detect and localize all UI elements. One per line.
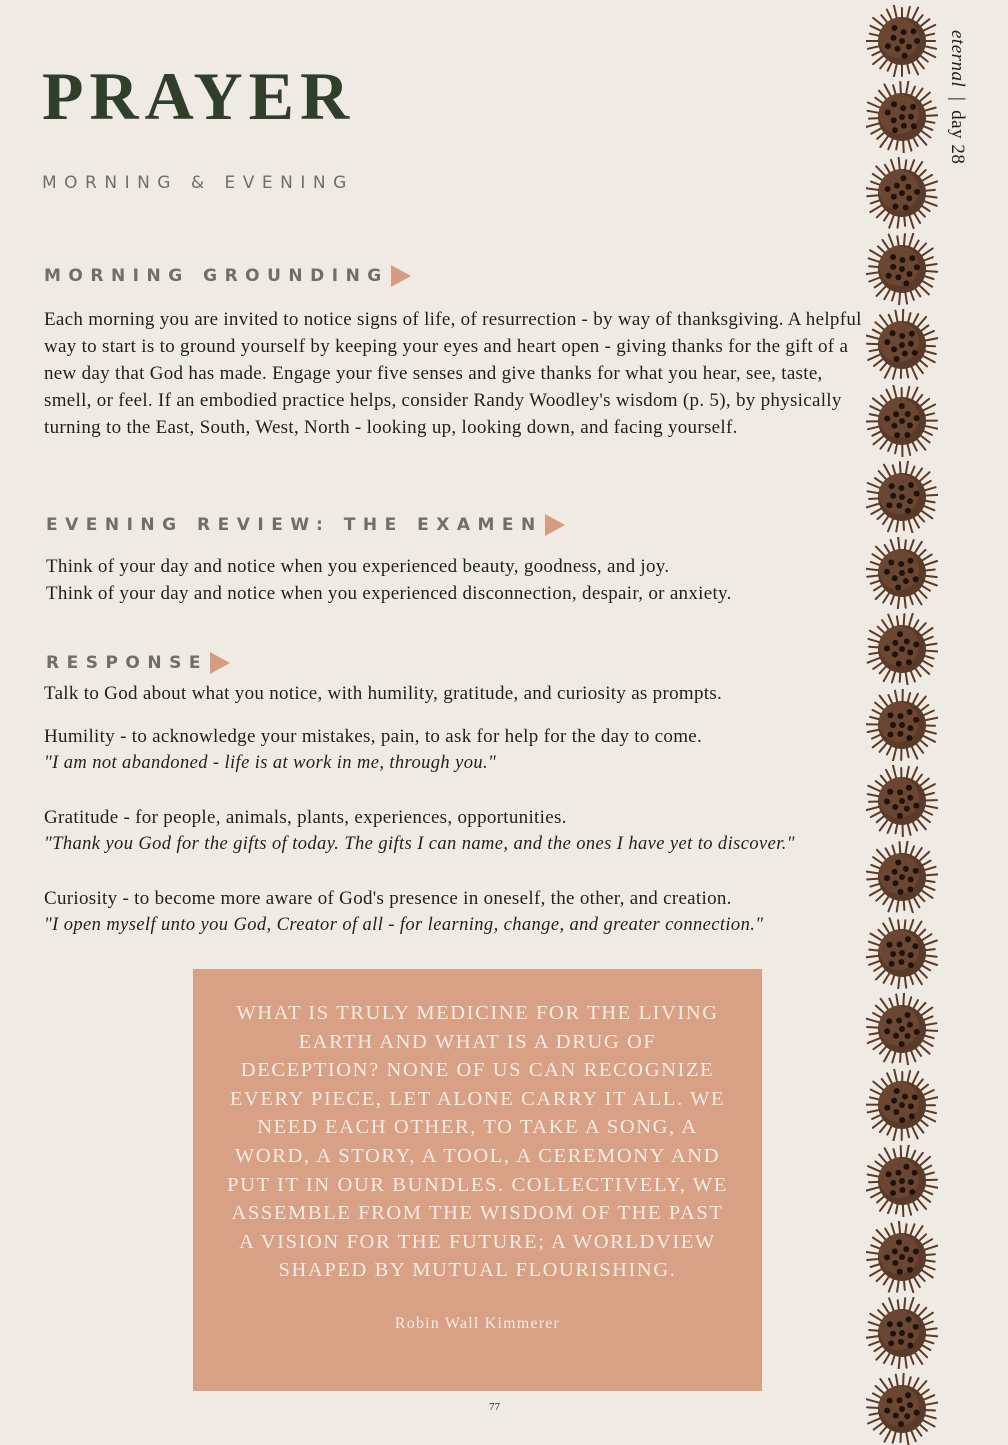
response-item-gratitude (44, 804, 864, 858)
morning-heading (44, 265, 411, 287)
triangle-arrow-icon (210, 652, 230, 674)
response-heading (46, 652, 230, 674)
response-heading-label: RESPONSE (46, 653, 208, 673)
side-label (946, 30, 968, 164)
sweetgum-seed-pod-icon (866, 917, 938, 989)
sweetgum-seed-pod-icon (866, 1297, 938, 1369)
morning-section (44, 306, 864, 441)
evening-heading (46, 514, 565, 536)
side-label-separator: | (947, 93, 968, 105)
response-item-text: Curiosity - to become more aware of God's presence in oneself, the other, and creation. (44, 885, 864, 912)
sweetgum-seed-pod-icon (866, 1221, 938, 1293)
seed-pod-border (866, 0, 938, 1440)
sweetgum-seed-pod-icon (866, 613, 938, 685)
response-item-text: Gratitude - for people, animals, plants, experiences, opportunities. (44, 804, 864, 831)
sweetgum-seed-pod-icon (866, 233, 938, 305)
sweetgum-seed-pod-icon (866, 309, 938, 381)
page-title: PRAYER (42, 62, 355, 130)
response-item-text: Humility - to acknowledge your mistakes, pain, to ask for help for the day to come. (44, 723, 864, 750)
sweetgum-seed-pod-icon (866, 689, 938, 761)
quote-author: Robin Wall Kimmerer (193, 1315, 762, 1333)
morning-text: Each morning you are invited to notice signs of life, of resurrection - by way of thanksgiving. A helpful way to start is to ground yourself by keeping your eyes and heart open - giving thanks for the gift of a new day that God has made. Engage your five senses and give thanks for what you hear, see, taste, smell, or feel. If an embodied practice helps, consider Randy Woodley's wisdom (p. 5), by physically turning to the East, South, West, North - looking up, looking down, and facing yourself. (44, 306, 864, 441)
response-item-quote: "I am not abandoned - life is at work in me, through you." (44, 750, 864, 777)
sweetgum-seed-pod-icon (866, 1145, 938, 1217)
side-label-series: eternal (947, 30, 968, 87)
sweetgum-seed-pod-icon (866, 157, 938, 229)
evening-line-1: Think of your day and notice when you experienced beauty, goodness, and joy. (46, 553, 866, 580)
response-item-quote: "Thank you God for the gifts of today. The gifts I can name, and the ones I have yet to discover." (44, 831, 864, 858)
morning-heading-label: MORNING GROUNDING (44, 266, 389, 286)
page-number: 77 (489, 1401, 500, 1413)
response-item-quote: "I open myself unto you God, Creator of all - for learning, change, and greater connection." (44, 912, 864, 939)
sweetgum-seed-pod-icon (866, 537, 938, 609)
page-subtitle: MORNING & EVENING (42, 173, 354, 193)
response-intro: Talk to God about what you notice, with humility, gratitude, and curiosity as prompts. (44, 680, 864, 707)
triangle-arrow-icon (391, 265, 411, 287)
quote-box (193, 969, 762, 1391)
side-label-day: day 28 (947, 110, 968, 164)
sweetgum-seed-pod-icon (866, 765, 938, 837)
sweetgum-seed-pod-icon (866, 1069, 938, 1141)
response-item-humility (44, 723, 864, 777)
response-section (44, 680, 864, 939)
evening-section (46, 553, 866, 607)
evening-line-2: Think of your day and notice when you experienced disconnection, despair, or anxiety. (46, 580, 866, 607)
sweetgum-seed-pod-icon (866, 385, 938, 457)
sweetgum-seed-pod-icon (866, 1373, 938, 1445)
triangle-arrow-icon (545, 514, 565, 536)
sweetgum-seed-pod-icon (866, 81, 938, 153)
sweetgum-seed-pod-icon (866, 461, 938, 533)
sweetgum-seed-pod-icon (866, 841, 938, 913)
sweetgum-seed-pod-icon (866, 993, 938, 1065)
evening-heading-label: EVENING REVIEW: THE EXAMEN (46, 515, 543, 535)
response-item-curiosity (44, 885, 864, 939)
quote-text: WHAT IS TRULY MEDICINE FOR THE LIVING EARTH AND WHAT IS A DRUG OF DECEPTION? NONE OF US CAN RECOGNIZE EVERY PIECE, LET ALONE CARRY IT ALL. WE NEED EACH OTHER, TO TAKE A SONG, A WORD, A STORY, A TOOL, A CEREMONY AND PUT IT IN OUR BUNDLES. COLLECTIVELY, WE ASSEMBLE FROM THE WISDOM OF THE PAST A VISION FOR THE FUTURE; A WORLDVIEW SHAPED BY MUTUAL FLOURISHING. (227, 999, 728, 1285)
sweetgum-seed-pod-icon (866, 5, 938, 77)
